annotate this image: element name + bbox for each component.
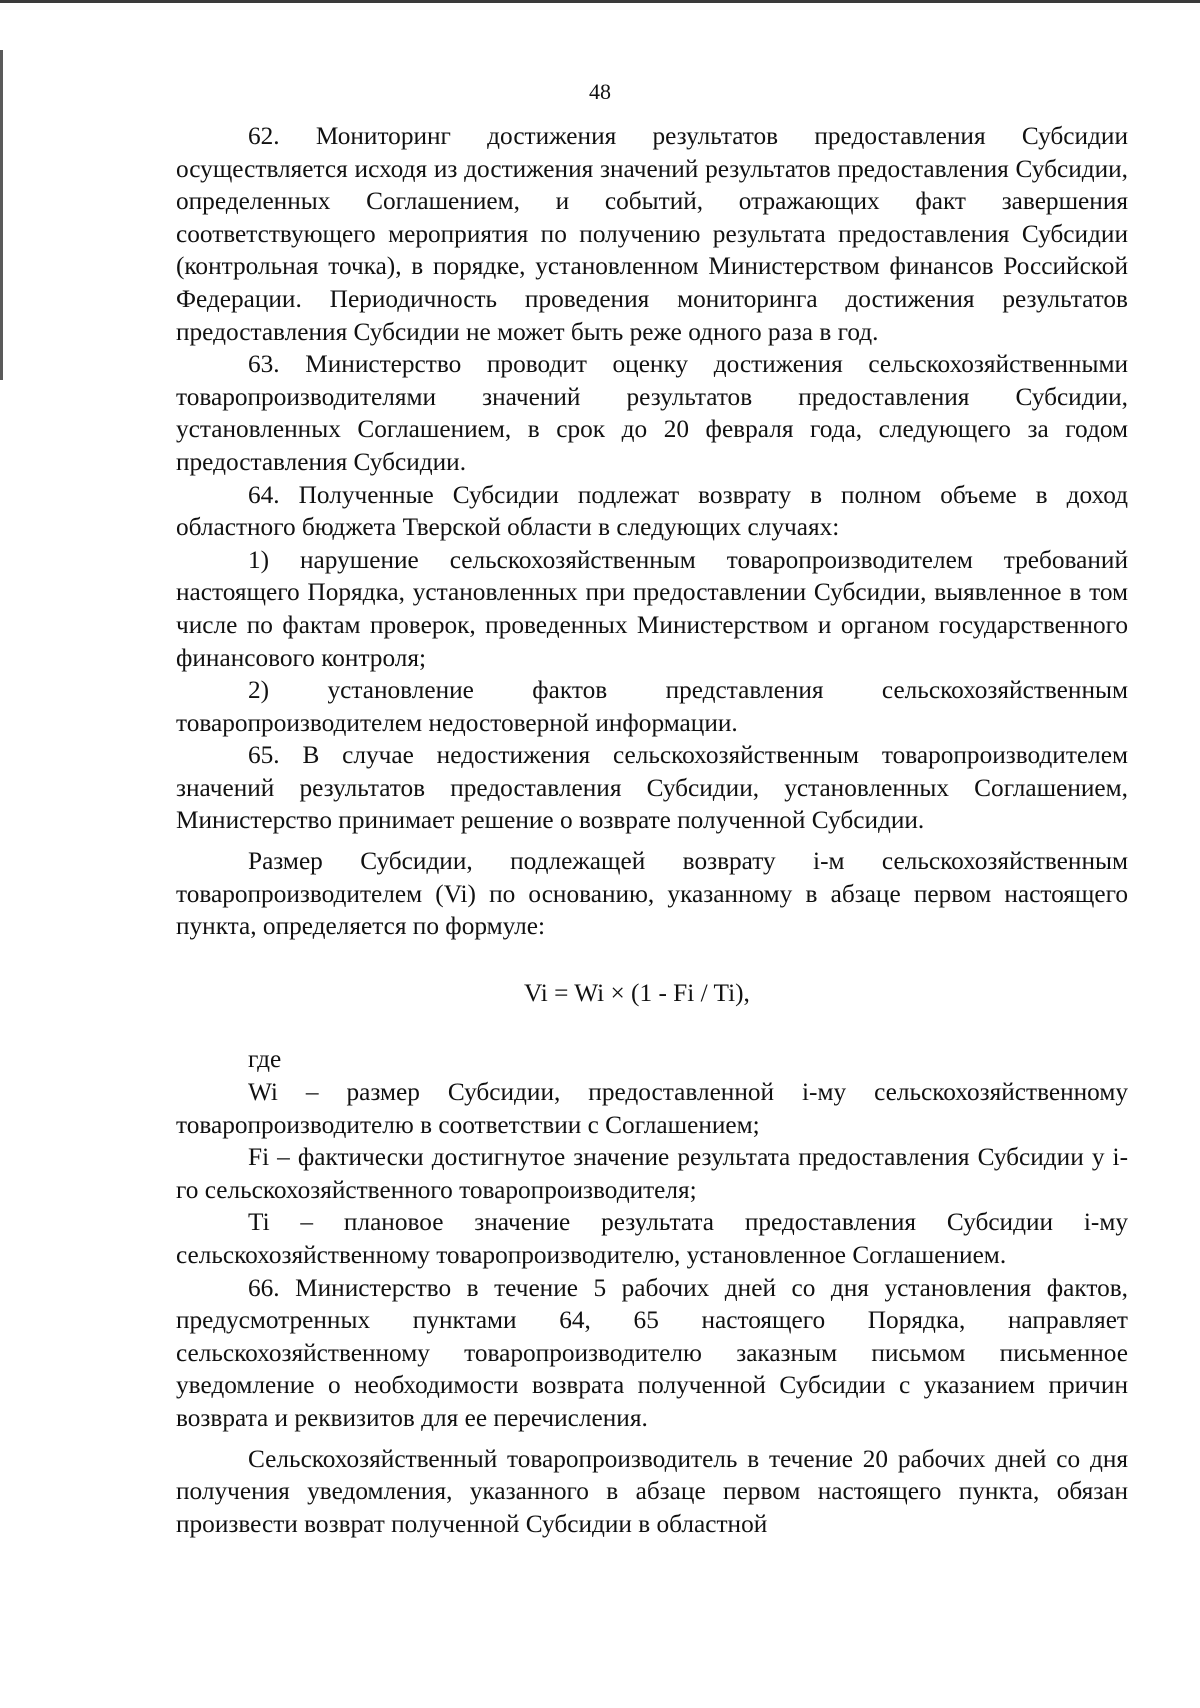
paragraph-62: 62. Мониторинг достижения результатов предоставления Субсидии осуществляется исходя из достижения значений результатов предоставления Субсидии, определенных Соглашением, и событий, отражающих факт завершения соответствующего мероприятия по получению результата предоставления Субсидии (контрольная точка), в порядке, установленном Министерством финансов Российской Федерации. Периодичность проведения мониторинга достижения результатов предоставления Субсидии не может быть реже одного раза в год. xyxy=(176,122,1128,346)
page-number: 48 xyxy=(589,79,611,104)
definition-fi: Fi – фактически достигнутое значение результата предоставления Субсидии у i-го сельскохозяйственного товаропроизводителя; xyxy=(176,1143,1128,1204)
formula-where-label: где xyxy=(248,1045,282,1074)
paragraph-64-item-2: 2) установление фактов представления сельскохозяйственным товаропроизводителем недостоверной информации. xyxy=(176,676,1128,737)
paragraph-65: 65. В случае недостижения сельскохозяйственным товаропроизводителем значений результатов предоставления Субсидии, установленных Соглашением, Министерство принимает решение о возврате полученной Субсидии. xyxy=(176,741,1128,835)
paragraph-64-item-1: 1) нарушение сельскохозяйственным товаропроизводителем требований настоящего Порядка, установленных при предоставлении Субсидии, выявленное в том числе по фактам проверок, проведенных Министерством и органом государственного финансового контроля; xyxy=(176,545,1128,672)
scan-top-edge xyxy=(0,0,1200,3)
refund-formula: Vi = Wi × (1 - Fi / Ti), xyxy=(524,978,750,1007)
paragraph-63: 63. Министерство проводит оценку достижения сельскохозяйственными товаропроизводителями значений результатов предоставления Субсидии, установленных Соглашением, в срок до 20 февраля года, следующего за годом предоставления Субсидии. xyxy=(176,350,1128,476)
paragraph-66: 66. Министерство в течение 5 рабочих дней со дня установления фактов, предусмотренных пунктами 64, 65 настоящего Порядка, направляет сельскохозяйственному товаропроизводителю заказным письмом письменное уведомление о необходимости возврата полученной Субсидии с указанием причин возврата и реквизитов для ее перечисления. xyxy=(176,1273,1128,1432)
paragraph-64: 64. Полученные Субсидии подлежат возврату в полном объеме в доход областного бюджета Тверской области в следующих случаях: xyxy=(176,480,1128,542)
definition-wi: Wi – размер Субсидии, предоставленной i-му сельскохозяйственному товаропроизводителю в соответствии с Соглашением; xyxy=(176,1078,1128,1139)
document-body xyxy=(176,120,1128,1540)
definition-ti: Ti – плановое значение результата предоставления Субсидии i-му сельскохозяйственному товаропроизводителю, установленное Соглашением. xyxy=(176,1208,1128,1269)
paragraph-66-second: Сельскохозяйственный товаропроизводитель в течение 20 рабочих дней со дня получения уведомления, указанного в абзаце первом настоящего пункта, обязан произвести возврат полученной Субсидии в областной xyxy=(176,1444,1128,1538)
paragraph-65-size: Размер Субсидии, подлежащей возврату i-м сельскохозяйственным товаропроизводителем (Vi) по основанию, указанному в абзаце первом настоящего пункта, определяется по формуле: xyxy=(176,847,1128,941)
